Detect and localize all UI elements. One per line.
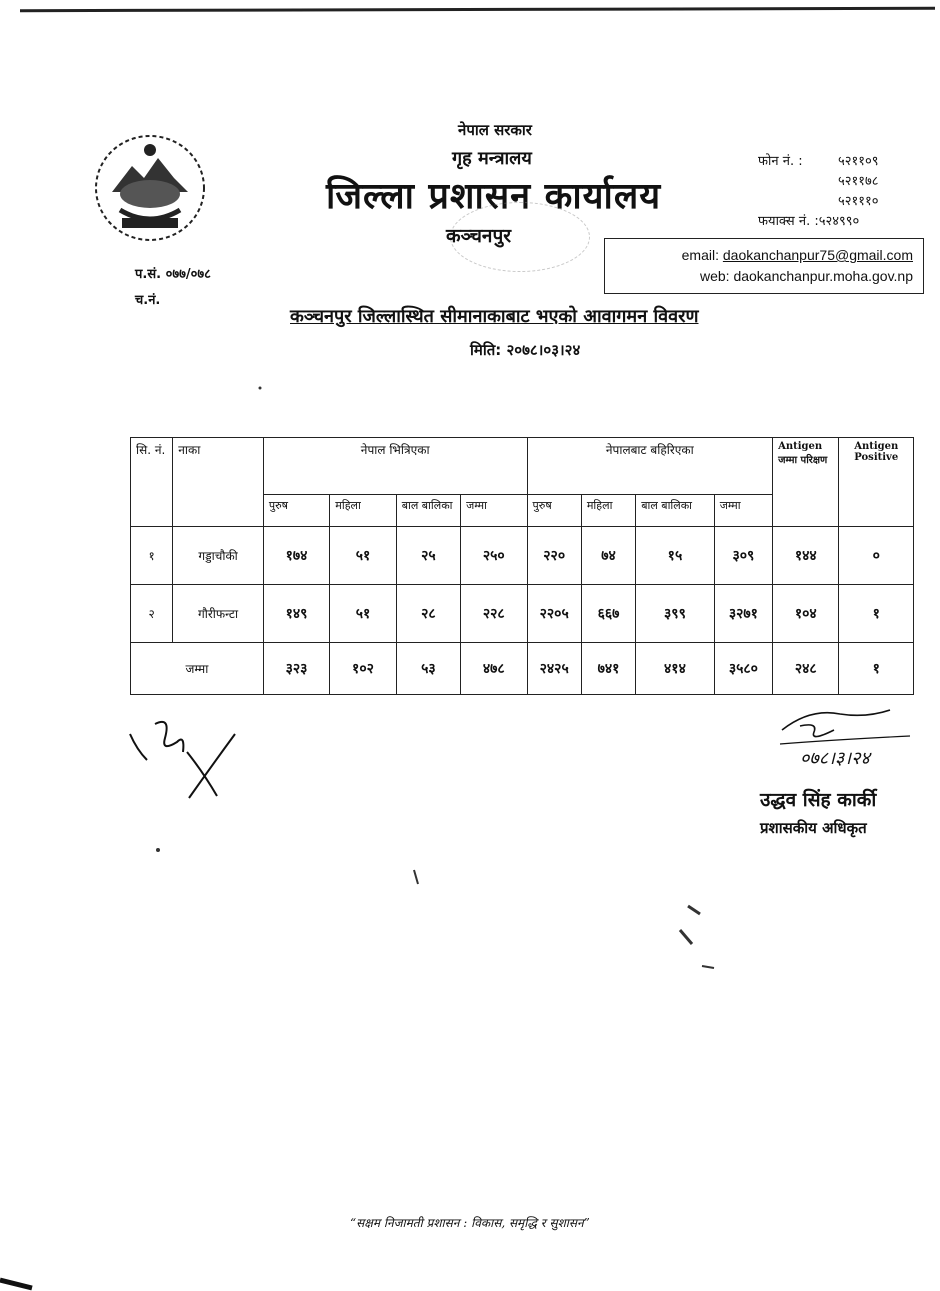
row-antigen-total: १४४ (773, 527, 839, 585)
email-link[interactable]: daokanchanpur75@gmail.com (722, 247, 913, 263)
total-out-male: २४२५ (527, 643, 581, 695)
row-out-total: ३०९ (714, 527, 772, 585)
row-antigen-positive: १ (839, 585, 914, 643)
row-sn: १ (131, 527, 173, 585)
total-antigen-positive: १ (839, 643, 914, 695)
reference-block (135, 262, 211, 314)
total-in-total: ४७८ (461, 643, 527, 695)
table-row (131, 585, 914, 643)
total-out-child: ४१४ (636, 643, 715, 695)
web-link[interactable]: daokanchanpur.moha.gov.np (733, 268, 913, 284)
ministry-name: गृह मन्त्रालय (452, 148, 532, 169)
phone-label: फोन नं. : (758, 154, 803, 169)
government-name: नेपाल सरकार (458, 121, 532, 139)
document-title: कञ्चनपुर जिल्लास्थित सीमानाकाबाट भएको आवागमन विवरण (290, 306, 699, 327)
handwritten-initial-signature (125, 712, 245, 802)
total-in-male: ३२३ (263, 643, 329, 695)
row-out-male: २२०५ (527, 585, 581, 643)
header-exited-nepal: नेपालबाट बहिरिएका (527, 438, 773, 495)
row-in-child: २५ (396, 527, 460, 585)
officer-role: प्रशासकीय अधिकृत (760, 819, 867, 837)
top-border-line (20, 7, 935, 12)
header-in-child: बाल बालिका (396, 495, 460, 527)
header-antigen-total: Antigen जम्मा परिक्षण (773, 438, 839, 527)
document-date: मिति: २०७८।०३।२४ (470, 341, 581, 359)
phone-number: ५२११०९ (838, 154, 879, 169)
header-sn: सि. नं. (131, 438, 173, 527)
row-in-child: २८ (396, 585, 460, 643)
officer-name: उद्धव सिंह कार्की (760, 789, 877, 811)
header-in-total: जम्मा (461, 495, 527, 527)
border-movement-table (130, 437, 914, 695)
email-label: email: (681, 247, 719, 263)
header-out-total: जम्मा (714, 495, 772, 527)
fax-label: फयाक्स नं. : (758, 214, 819, 229)
office-name: जिल्ला प्रशासन कार्यालय (326, 176, 662, 217)
row-out-male: २२० (527, 527, 581, 585)
row-in-total: २२८ (461, 585, 527, 643)
dispatch-number: च.नं. (135, 293, 161, 308)
total-label: जम्मा (131, 643, 264, 695)
row-out-child: ३९९ (636, 585, 715, 643)
row-antigen-positive: ० (839, 527, 914, 585)
header-in-male: पुरुष (263, 495, 329, 527)
header-in-female: महिला (330, 495, 396, 527)
row-in-male: १७४ (263, 527, 329, 585)
row-sn: २ (131, 585, 173, 643)
header-naka: नाका (173, 438, 264, 527)
nepal-emblem-icon (92, 132, 208, 244)
contact-info (758, 152, 879, 232)
table-row (131, 527, 914, 585)
table-total-row (131, 643, 914, 695)
header-antigen-positive: Antigen Positive (839, 438, 914, 527)
row-out-female: ६६७ (581, 585, 635, 643)
row-in-female: ५१ (330, 585, 396, 643)
row-out-female: ७४ (581, 527, 635, 585)
total-antigen-total: २४८ (773, 643, 839, 695)
officer-block (760, 786, 876, 842)
total-out-total: ३५८० (714, 643, 772, 695)
phone-number: ५२१११० (838, 194, 879, 209)
letter-number: प.सं. ०७७/०७८ (135, 267, 211, 282)
row-in-total: २५० (461, 527, 527, 585)
web-label: web: (699, 268, 730, 284)
total-out-female: ७४१ (581, 643, 635, 695)
row-in-female: ५१ (330, 527, 396, 585)
row-naka: गड्डाचौकी (173, 527, 264, 585)
row-naka: गौरीफन्टा (173, 585, 264, 643)
header-entered-nepal: नेपाल भित्रिएका (263, 438, 527, 495)
header-out-female: महिला (581, 495, 635, 527)
email-web-box (604, 238, 924, 294)
row-out-child: १५ (636, 527, 715, 585)
header-out-male: पुरुष (527, 495, 581, 527)
district-name: कञ्चनपुर (446, 225, 512, 247)
row-out-total: ३२७१ (714, 585, 772, 643)
handwritten-signature-with-date (770, 700, 920, 770)
total-in-child: ५३ (396, 643, 460, 695)
fax-number: ५२४९९० (818, 214, 860, 229)
header-out-child: बाल बालिका (636, 495, 715, 527)
signature-date: ०७८।३।२४ (800, 748, 870, 769)
row-antigen-total: १०४ (773, 585, 839, 643)
total-in-female: १०२ (330, 643, 396, 695)
phone-number: ५२११७८ (838, 174, 879, 189)
office-motto: “सक्षम निजामती प्रशासन : विकास, समृद्धि र सुशासन” (350, 1216, 590, 1230)
row-in-male: १४९ (263, 585, 329, 643)
